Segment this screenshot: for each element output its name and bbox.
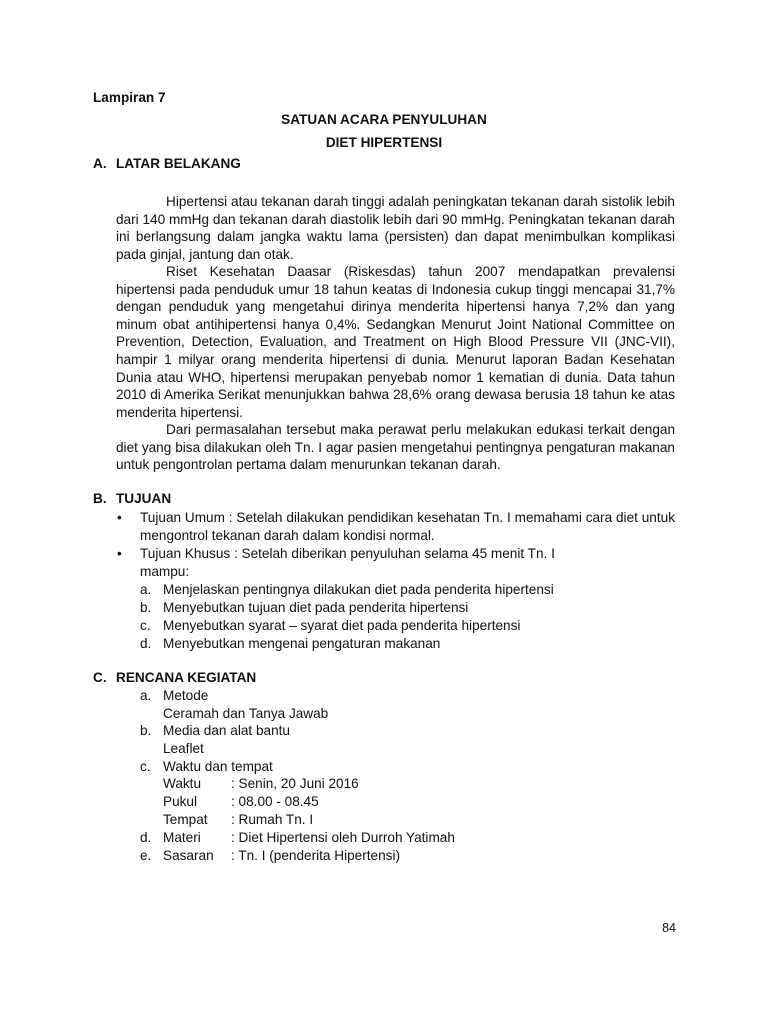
section-a-paragraph-1 [116,193,675,263]
list-item-letter: d. [140,830,152,845]
list-item: Menjelaskan pentingnya dilakukan diet pada penderita hipertensi [163,582,554,597]
waktu-tempat-label: Waktu dan tempat [163,759,273,774]
pukul-key: Pukul [163,794,198,809]
section-a-title: LATAR BELAKANG [116,156,241,171]
waktu-key: Waktu [163,776,202,791]
list-item-letter: b. [140,600,152,615]
tempat-value: : Rumah Tn. I [231,812,314,827]
list-item-letter: a. [140,688,152,703]
metode-value: Ceramah dan Tanya Jawab [163,706,329,721]
section-a-paragraph-3 [116,421,675,474]
section-a-letter: A. [93,156,107,171]
bullet-icon: • [117,546,122,561]
sasaran-value: : Tn. I (penderita Hipertensi) [231,848,400,863]
list-item-letter: b. [140,723,152,738]
media-label: Media dan alat bantu [163,723,290,738]
tujuan-khusus-cont: mampu: [140,564,190,579]
list-item-letter: a. [140,582,152,597]
document-title: SATUAN ACARA PENYULUHAN [281,112,487,127]
list-item: Menyebutkan tujuan diet pada penderita hipertensi [163,600,469,615]
bullet-icon: • [117,510,122,525]
waktu-value: : Senin, 20 Juni 2016 [231,776,359,791]
page-number: 84 [662,921,676,935]
tujuan-khusus: Tujuan Khusus : Setelah diberikan penyuluhan selama 45 menit Tn. I [140,546,555,561]
materi-value: : Diet Hipertensi oleh Durroh Yatimah [231,830,455,845]
section-b-title: TUJUAN [116,491,172,506]
list-item: Menyebutkan syarat – syarat diet pada penderita hipertensi [163,618,521,633]
section-a-paragraph-2 [116,263,675,421]
paragraph-text: Dari permasalahan tersebut maka perawat perlu melakukan edukasi terkait dengan diet yang bisa dilakukan oleh Tn. I agar pasien mengetahui pentingnya pengaturan makanan untuk pengontrolan pertama dalam menurunkan tekanan darah. [116,422,675,473]
list-item-letter: c. [140,759,151,774]
materi-key: Materi [163,830,201,845]
section-b-letter: B. [93,491,107,506]
paragraph-text: Hipertensi atau tekanan darah tinggi adalah peningkatan tekanan darah sistolik lebih dari 140 mmHg dan tekanan darah diastolik lebih dari 90 mmHg. Peningkatan tekanan darah ini berlangsung dalam jangka waktu lama (persisten) dan dapat menimbulkan komplikasi pada ginjal, jantung dan otak. [116,194,675,262]
list-item-letter: e. [140,848,152,863]
list-item-letter: d. [140,636,152,651]
pukul-value: : 08.00 - 08.45 [231,794,319,809]
tempat-key: Tempat [163,812,208,827]
media-value: Leaflet [163,741,204,756]
document-subtitle: DIET HIPERTENSI [325,135,443,150]
paragraph-text: Riset Kesehatan Daasar (Riskesdas) tahun 2007 mendapatkan prevalensi hipertensi pada penduduk umur 18 tahun keatas di Indonesia cukup tinggi mencapai 31,7% dengan penduduk yang mengetahui dirinya menderita hipertensi hanya 7,2% dan yang minum obat antihipertensi hanya 0,4%. Sedangkan Menurut Joint National Committee on Prevention, Detection, Evaluation, and Treatment on High Blood Pressure VII (JNC-VII), hampir 1 milyar orang menderita hipertensi di dunia. Menurut laporan Badan Kesehatan Dunia atau WHO, hipertensi merupakan penyebab nomor 1 kematian di dunia. Data tahun 2010 di Amerika Serikat menunjukkan bahwa 28,6% orang dewasa berusia 18 tahun ke atas menderita hipertensi. [116,264,675,420]
tujuan-umum: Tujuan Umum : Setelah dilakukan pendidikan kesehatan Tn. I memahami cara diet untuk mengontrol tekanan darah dalam kondisi normal. [140,510,675,543]
lampiran-label: Lampiran 7 [93,90,166,105]
sasaran-key: Sasaran [163,848,214,863]
list-item: Menyebutkan mengenai pengaturan makanan [163,636,441,651]
list-item-letter: c. [140,618,151,633]
metode-label: Metode [163,688,209,703]
section-c-letter: C. [93,670,107,685]
section-c-title: RENCANA KEGIATAN [116,670,257,685]
